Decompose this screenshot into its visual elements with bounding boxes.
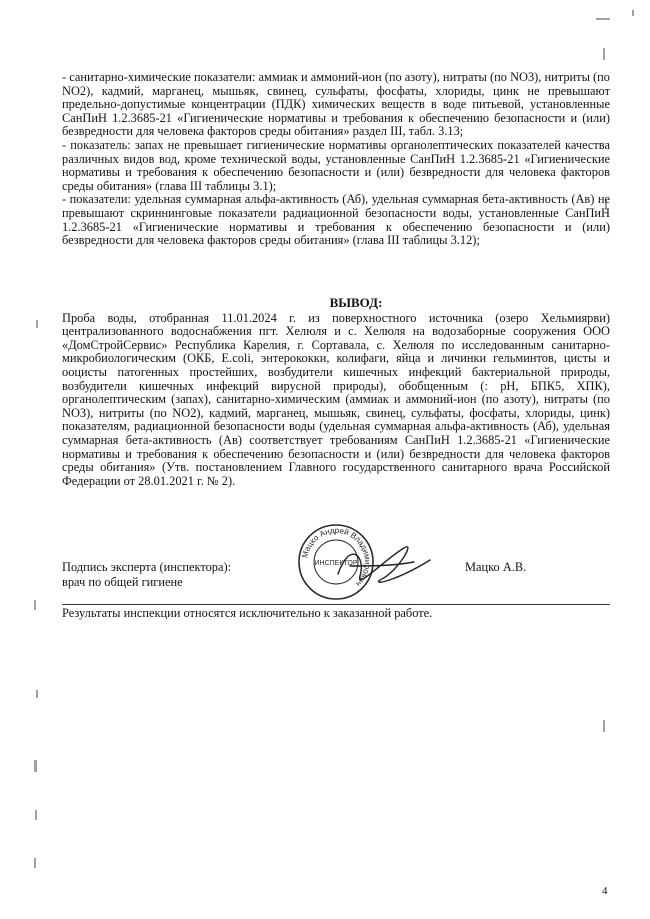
bullet-odor-indicator: - показатель: запах не превышает гигиенические нормативы органолептических показателей качества различных видов вод, кроме технической воды, установленные СанПиН 1.2.3685-21 «Гигиенические нормативы и требования к обеспечению безопасности и (или) безвредности для человека факторов среды обитания» (глава III таблицы 3.1); <box>62 137 610 193</box>
stamp-ring-text: Мацко Андрей Владимирович <box>300 525 373 589</box>
signature-divider <box>62 604 610 605</box>
page-number: 4 <box>602 885 608 897</box>
conclusion-heading: ВЫВОД: <box>329 295 383 310</box>
signatory-name: Мацко А.В. <box>465 560 527 574</box>
bullet-radiation-indicators: - показатели: удельная суммарная альфа-активность (Аб), удельная суммарная бета-активность (Ав) не превышают скриннинговые показатели радиационной безопасности воды, установленные СанПиН 1.2.3685-21 «Гигиенические нормативы и требования к обеспечению безопасности и (или) безвредности для человека факторов среды обитания» (глава III таблицы 3.12); <box>62 192 610 248</box>
footer-note: Результаты инспекции относятся исключительно к заказанной работе. <box>62 606 433 620</box>
stamp-center-text: ИНСПЕКТОР <box>314 560 358 567</box>
conclusion-text: Проба воды, отобранная 11.01.2024 г. из поверхностного источника (озеро Хельмиярви) централизованного водоснабжения пгт. Хелюля и с. Хелюля на водозаборные сооружения ООО «ДомСтройСервис» Республика Карелия, г. Сортавала, с. Хелюля по исследованным санитарно-микробиологическим (ОКБ, E.coli, энтерококки, колифаги, яйца и личинки гельминтов, цисты и ооцисты патогенных простейших, возбудители кишечных инфекций бактериальной природы, возбудители кишечных инфекций вирусной природы), обобщенным (: рН, БПК5, ХПК), органолептическим (запах), санитарно-химическим (аммиак и аммоний-ион (по азоту), нитраты (по NO3), нитриты (по NO2), кадмий, марганец, мышьяк, свинец, сульфаты, фосфаты, хлориды, цинк) показателям, радиационной безопасности воды (удельная суммарная альфа-активность (Аб), удельная суммарная бета-активность (Ав) соответствует требованиям СанПиН 1.2.3685-21 «Гигиенические нормативы и требования к обеспечению безопасности и (или) безвредности для человека факторов среды обитания» (Утв. постановлением Главного государственного санитарного врача Российской Федерации от 28.01.2021 г. № 2). <box>62 310 610 488</box>
signature-label <box>62 560 231 589</box>
signature-label-line2: врач по общей гигиене <box>62 574 183 589</box>
bullet-chemical-indicators: - санитарно-химические показатели: аммиак и аммоний-ион (по азоту), нитраты (по NO3), нитриты (по NO2), кадмий, марганец, мышьяк, свинец, сульфаты, фосфаты, хлориды, цинк не превышают предельно-допустимые концентрации (ПДК) химических веществ в воде питьевой, установленные СанПиН 1.2.3685-21 «Гигиенические нормативы и требования к обеспечению безопасности и (или) безвредности для человека факторов среды обитания» раздел III, табл. 3.13; <box>62 70 610 139</box>
signature-label-line1: Подпись эксперта (инспектора): <box>62 560 232 574</box>
